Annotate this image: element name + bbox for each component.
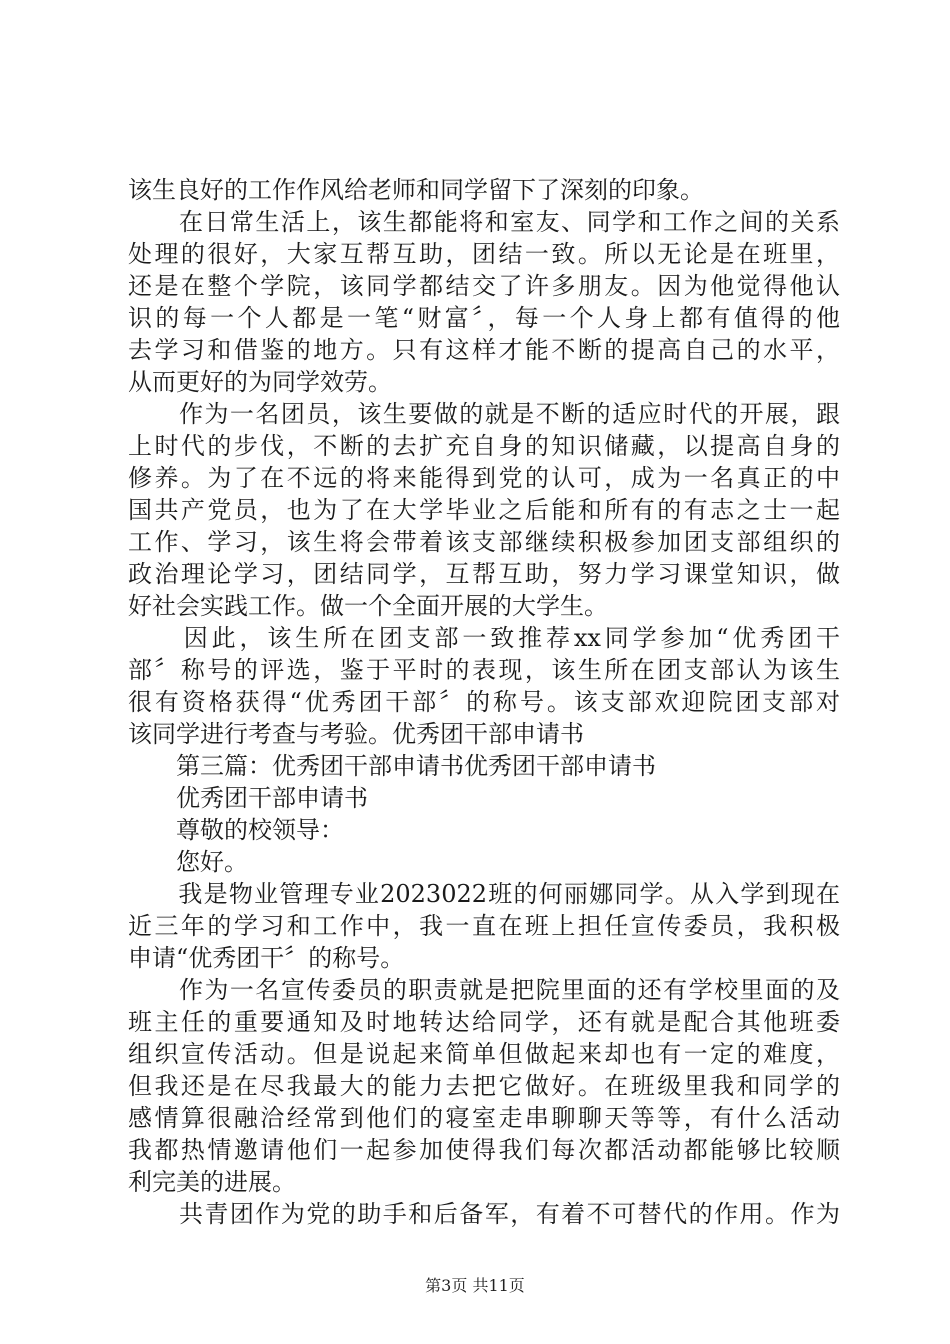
- text-line: 近三年的学习和工作中，我一直在班上担任宣传委员，我积极: [128, 912, 840, 940]
- text-line: 上时代的步伐，不断的去扩充自身的知识储藏，以提高自身的: [128, 432, 840, 460]
- text-line: 从而更好的为同学效劳。: [128, 368, 392, 396]
- text-line: 修养。为了在不远的将来能得到党的认可，成为一名真正的中: [128, 464, 840, 492]
- text-line: 去学习和借鉴的地方。只有这样才能不断的提高自己的水平，: [128, 336, 840, 364]
- text-line: 部〞称号的评选，鉴于平时的表现，该生所在团支部认为该生: [128, 656, 840, 684]
- text-line: 作为一名团员，该生要做的就是不断的适应时代的开展，跟: [128, 400, 840, 428]
- text-line: 班主任的重要通知及时地转达给同学，还有就是配合其他班委: [128, 1008, 840, 1036]
- text-line: 在日常生活上，该生都能将和室友、同学和工作之间的关系: [128, 208, 840, 236]
- text-line: 申请“优秀团干〞的称号。: [128, 944, 405, 972]
- text-line: 还是在整个学院，该同学都结交了许多朋友。因为他觉得他认: [128, 272, 840, 300]
- text-line: 但我还是在尽我最大的能力去把它做好。在班级里我和同学的: [128, 1072, 840, 1100]
- text-line: 国共产党员，也为了在大学毕业之后能和所有的有志之士一起: [128, 496, 840, 524]
- text-line: 利完美的进展。: [128, 1168, 296, 1196]
- text-line: 因此，该生所在团支部一致推荐xx同学参加“优秀团干: [128, 624, 840, 652]
- text-line: 作为一名宣传委员的职责就是把院里面的还有学校里面的及: [128, 976, 840, 1004]
- text-line: 该同学进行考查与考验。优秀团干部申请书: [128, 720, 584, 748]
- text-line: 优秀团干部申请书: [128, 784, 368, 812]
- text-line: 第三篇：优秀团干部申请书优秀团干部申请书: [128, 752, 656, 780]
- text-line: 共青团作为党的助手和后备军，有着不可替代的作用。作为: [128, 1200, 840, 1228]
- text-line: 很有资格获得“优秀团干部〞的称号。该支部欢迎院团支部对: [128, 688, 840, 716]
- text-line: 组织宣传活动。但是说起来简单但做起来却也有一定的难度，: [128, 1040, 840, 1068]
- text-line: 该生良好的工作作风给老师和同学留下了深刻的印象。: [128, 176, 704, 204]
- text-line: 识的每一个人都是一笔“财富〞，每一个人身上都有值得的他: [128, 304, 840, 332]
- text-line: 尊敬的校领导：: [128, 816, 344, 844]
- text-line: 政治理论学习，团结同学，互帮互助，努力学习课堂知识，做: [128, 560, 840, 588]
- text-line: 工作、学习，该生将会带着该支部继续积极参加团支部组织的: [128, 528, 840, 556]
- text-line: 我都热情邀请他们一起参加使得我们每次都活动都能够比较顺: [128, 1136, 840, 1164]
- text-line: 处理的很好，大家互帮互助，团结一致。所以无论是在班里，: [128, 240, 840, 268]
- text-line: 我是物业管理专业2023022班的何丽娜同学。从入学到现在: [128, 880, 840, 908]
- text-line: 好社会实践工作。做一个全面开展的大学生。: [128, 592, 608, 620]
- page-number-footer: 第3页 共11页: [425, 1276, 525, 1295]
- text-line: 感情算很融洽经常到他们的寝室走串聊聊天等等，有什么活动: [128, 1104, 840, 1132]
- text-line: 您好。: [128, 848, 248, 876]
